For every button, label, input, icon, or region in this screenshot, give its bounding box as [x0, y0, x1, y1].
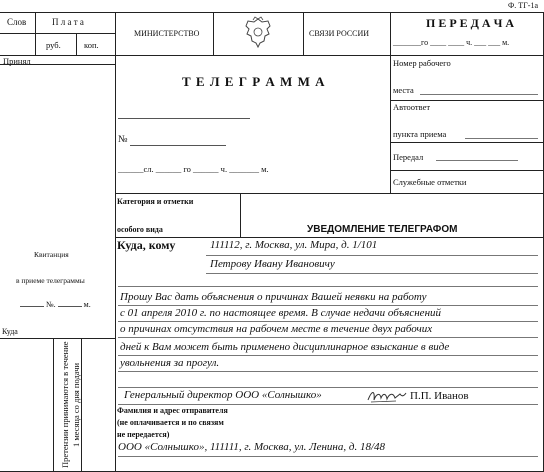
receipt-subtitle: в приеме телеграммы [16, 276, 85, 285]
words-column-border [35, 12, 36, 55]
field-reception-point: пункта приема [393, 129, 447, 139]
body-underline-4 [118, 355, 538, 356]
vertical-note-divider [53, 338, 54, 472]
field-autoanswer: Автоответ [393, 102, 431, 112]
body-line-1: Прошу Вас дать объяснения о причинах Вашей неявки на работу [120, 291, 427, 303]
address-line-2: Петрову Ивану Ивановичу [210, 258, 335, 270]
address-underline-2 [206, 273, 538, 274]
right-field-divider-2 [390, 142, 544, 143]
field-service-marks: Служебные отметки [393, 177, 467, 187]
receipt-title: Квитанция [34, 250, 69, 259]
body-line-5: увольнения за прогул. [120, 357, 220, 369]
signature-position: Генеральный директор ООО «Солнышко» [124, 389, 322, 401]
body-line-3: о причинах отсутствия на рабочем месте в течение двух рабочих [120, 323, 433, 335]
workplace-underline [420, 94, 538, 95]
ministry-divider [213, 12, 214, 55]
accepted-label: Принял [3, 56, 31, 66]
ministry-label-2: СВЯЗИ РОССИИ [309, 29, 370, 38]
address-underline-1 [206, 255, 538, 256]
header-bottom [115, 55, 544, 56]
transfer-divider [390, 12, 391, 193]
category-label-2: особого вида [117, 225, 163, 234]
sender-label-2: (не оплачивается и по связям [117, 418, 224, 427]
body-underline-5 [118, 371, 538, 372]
left-column-border [115, 12, 116, 472]
category-divider [240, 193, 241, 237]
right-field-divider-3 [390, 170, 544, 171]
body-underline-3 [118, 337, 538, 338]
sender-label-3: не передается) [117, 430, 170, 439]
body-line-4: дней к Вам может быть применено дисциплинарное взыскание в виде [120, 341, 450, 353]
field-transferred: Передал [393, 152, 424, 162]
handwritten-signature [366, 388, 408, 404]
right-field-divider-1 [390, 100, 544, 101]
sender-underline [118, 456, 538, 457]
body-underline-2 [118, 321, 538, 322]
telegram-date-line: ______сл. ______ го ______ ч. _______ м. [118, 164, 269, 174]
left-payment-divider [0, 33, 115, 34]
rub-label: руб. [46, 40, 61, 50]
field-workplace-place: места [393, 85, 414, 95]
telegram-block-bottom [115, 193, 544, 194]
body-underline-1 [118, 305, 538, 306]
emblem [244, 16, 272, 50]
category-bottom [115, 237, 544, 238]
signature-name: П.П. Иванов [410, 390, 469, 402]
transfer-date-line: _______го ____ ____ ч. ___ ___ м. [393, 38, 510, 47]
rub-kop-divider [76, 33, 77, 55]
telegram-title: Т Е Л Е Г Р А М М А [182, 74, 326, 89]
telegram-number-sign: № [118, 134, 128, 145]
words-label: Слов [7, 17, 27, 27]
address-line-1: 111112, г. Москва, ул. Мира, д. 1/101 [210, 239, 378, 251]
emblem-divider [303, 12, 304, 55]
telegram-number-underline [130, 145, 226, 146]
receipt-bottom [0, 338, 115, 339]
transfer-title: П Е Р Е Д А Ч А [426, 16, 515, 30]
transferred-underline [436, 160, 518, 161]
address-underline-3 [118, 286, 538, 287]
receipt-number-row: №. м. [20, 299, 91, 309]
address-label: Куда, кому [117, 238, 176, 252]
reception-underline [465, 138, 538, 139]
signature-underline [118, 404, 538, 405]
telegram-title-underline [118, 118, 250, 119]
receipt-where: Куда [2, 327, 18, 336]
outer-top-border [0, 12, 544, 13]
sender-value: ООО «Солнышко», 111111, г. Москва, ул. Ленина, д. 18/48 [118, 441, 386, 453]
body-line-2: с 01 апреля 2010 г. по настоящее время. В случае недачи объяснений [120, 307, 442, 319]
form-code: Ф. ТГ-1а [507, 1, 538, 10]
payment-label: П л а т а [52, 17, 84, 27]
category-value: УВЕДОМЛЕНИЕ ТЕЛЕГРАФОМ [307, 224, 458, 235]
receipt-number-sign: № [46, 300, 54, 309]
kop-label: коп. [84, 40, 99, 50]
claims-vertical-note: Претензии принимаются в течение 1 месяца со дня подачи [60, 341, 81, 469]
category-label: Категория и отметки [117, 197, 194, 206]
sender-label-1: Фамилия и адрес отправителя [117, 406, 228, 415]
body-underline-6 [118, 387, 538, 388]
field-workplace-number: Номер рабочего [393, 58, 451, 68]
ministry-label: МИНИСТЕРСТВО [134, 29, 200, 38]
